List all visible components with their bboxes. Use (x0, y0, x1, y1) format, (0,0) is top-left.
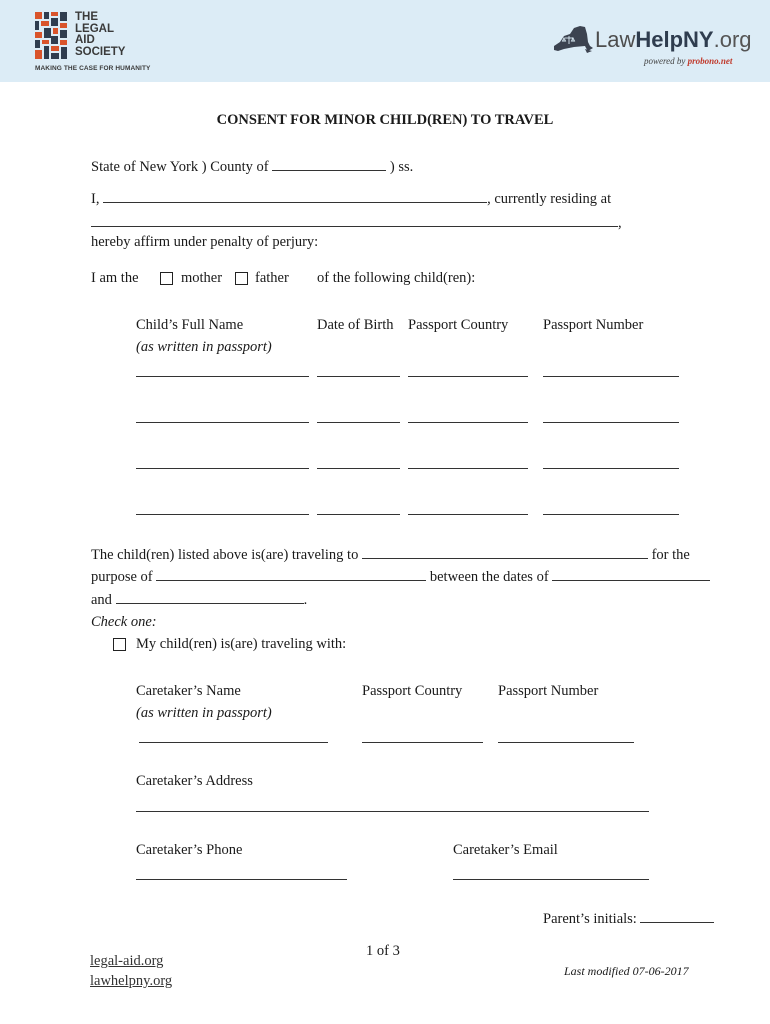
state-county-line: State of New York ) County of ) ss. (91, 159, 414, 175)
caretaker-country-label: Passport Country (362, 683, 463, 699)
legal-aid-link[interactable]: legal-aid.org (90, 953, 164, 969)
child-name-subnote: (as written in passport) (136, 339, 272, 355)
caretaker-name-subnote: (as written in passport) (136, 705, 272, 721)
header-passport-number: Passport Number (543, 317, 644, 333)
caretaker-phone-label: Caretaker’s Phone (136, 842, 243, 858)
child-passport-field[interactable] (543, 514, 679, 515)
header-date-of-birth: Date of Birth (317, 317, 394, 333)
purpose-field[interactable] (156, 567, 426, 581)
travel-end-line: and . (91, 592, 308, 608)
child-name-field[interactable] (136, 468, 309, 469)
header-banner (0, 0, 770, 82)
header-passport-country: Passport Country (408, 317, 509, 333)
parent-initials-field[interactable] (640, 909, 714, 923)
end-date-field[interactable] (116, 590, 304, 604)
traveling-with-checkbox[interactable] (113, 638, 126, 651)
caretaker-number-label: Passport Number (498, 683, 599, 699)
child-passport-field[interactable] (543, 468, 679, 469)
father-label: father (255, 270, 289, 286)
affiant-address-field[interactable] (91, 213, 618, 227)
child-name-field[interactable] (136, 422, 309, 423)
legal-aid-logo[interactable] (35, 12, 185, 76)
child-country-field[interactable] (408, 422, 528, 423)
check-one-label: Check one: (91, 614, 157, 630)
mother-checkbox[interactable] (160, 272, 173, 285)
affiant-name-field[interactable] (103, 189, 487, 203)
affiant-line: I, , currently residing at (91, 191, 612, 207)
start-date-field[interactable] (552, 567, 710, 581)
last-modified: Last modified 07-06-2017 (564, 964, 689, 978)
caretaker-email-label: Caretaker’s Email (453, 842, 558, 858)
address-line: , (91, 213, 622, 232)
caretaker-passport-field[interactable] (498, 742, 634, 743)
child-country-field[interactable] (408, 468, 528, 469)
legal-aid-mosaic-icon (35, 12, 68, 60)
mother-label: mother (181, 270, 223, 286)
caretaker-name-label: Caretaker’s Name (136, 683, 241, 699)
father-checkbox[interactable] (235, 272, 248, 285)
document-title: CONSENT FOR MINOR CHILD(REN) TO TRAVEL (216, 112, 554, 128)
child-passport-field[interactable] (543, 422, 679, 423)
child-name-field[interactable] (136, 514, 309, 515)
destination-field[interactable] (362, 545, 648, 559)
child-country-field[interactable] (408, 376, 528, 377)
child-passport-field[interactable] (543, 376, 679, 377)
parent-initials-line: Parent’s initials: (543, 909, 714, 928)
page-number: 1 of 3 (366, 943, 400, 959)
traveling-with-label: My child(ren) is(are) traveling with: (136, 636, 347, 652)
legal-aid-name: THE LEGAL AID SOCIETY (75, 11, 126, 58)
relationship-tail: of the following child(ren): (317, 270, 476, 286)
travel-purpose-line: purpose of between the dates of (91, 567, 710, 586)
new-york-state-icon (552, 24, 594, 56)
relationship-lead: I am the (91, 270, 139, 286)
header-child-name: Child’s Full Name (136, 317, 244, 333)
child-dob-field[interactable] (317, 468, 400, 469)
caretaker-address-label: Caretaker’s Address (136, 773, 253, 789)
caretaker-name-field[interactable] (139, 742, 328, 743)
powered-by-credit: powered by probono.net (644, 56, 733, 66)
child-name-field[interactable] (136, 376, 309, 377)
caretaker-phone-field[interactable] (136, 879, 347, 880)
affirm-statement: hereby affirm under penalty of perjury: (91, 234, 319, 250)
child-dob-field[interactable] (317, 422, 400, 423)
county-field[interactable] (272, 157, 386, 171)
lawhelpny-link[interactable]: lawhelpny.org (90, 973, 173, 989)
caretaker-email-field[interactable] (453, 879, 649, 880)
lawhelpny-wordmark: LawHelpNY.org (595, 27, 752, 52)
travel-destination-line: The child(ren) listed above is(are) traveling to for the (91, 547, 690, 563)
child-dob-field[interactable] (317, 514, 400, 515)
lawhelpny-logo[interactable] (552, 20, 758, 72)
child-dob-field[interactable] (317, 376, 400, 377)
caretaker-address-field[interactable] (136, 811, 649, 812)
child-country-field[interactable] (408, 514, 528, 515)
legal-aid-tagline: MAKING THE CASE FOR HUMANITY (35, 65, 151, 72)
caretaker-country-field[interactable] (362, 742, 483, 743)
